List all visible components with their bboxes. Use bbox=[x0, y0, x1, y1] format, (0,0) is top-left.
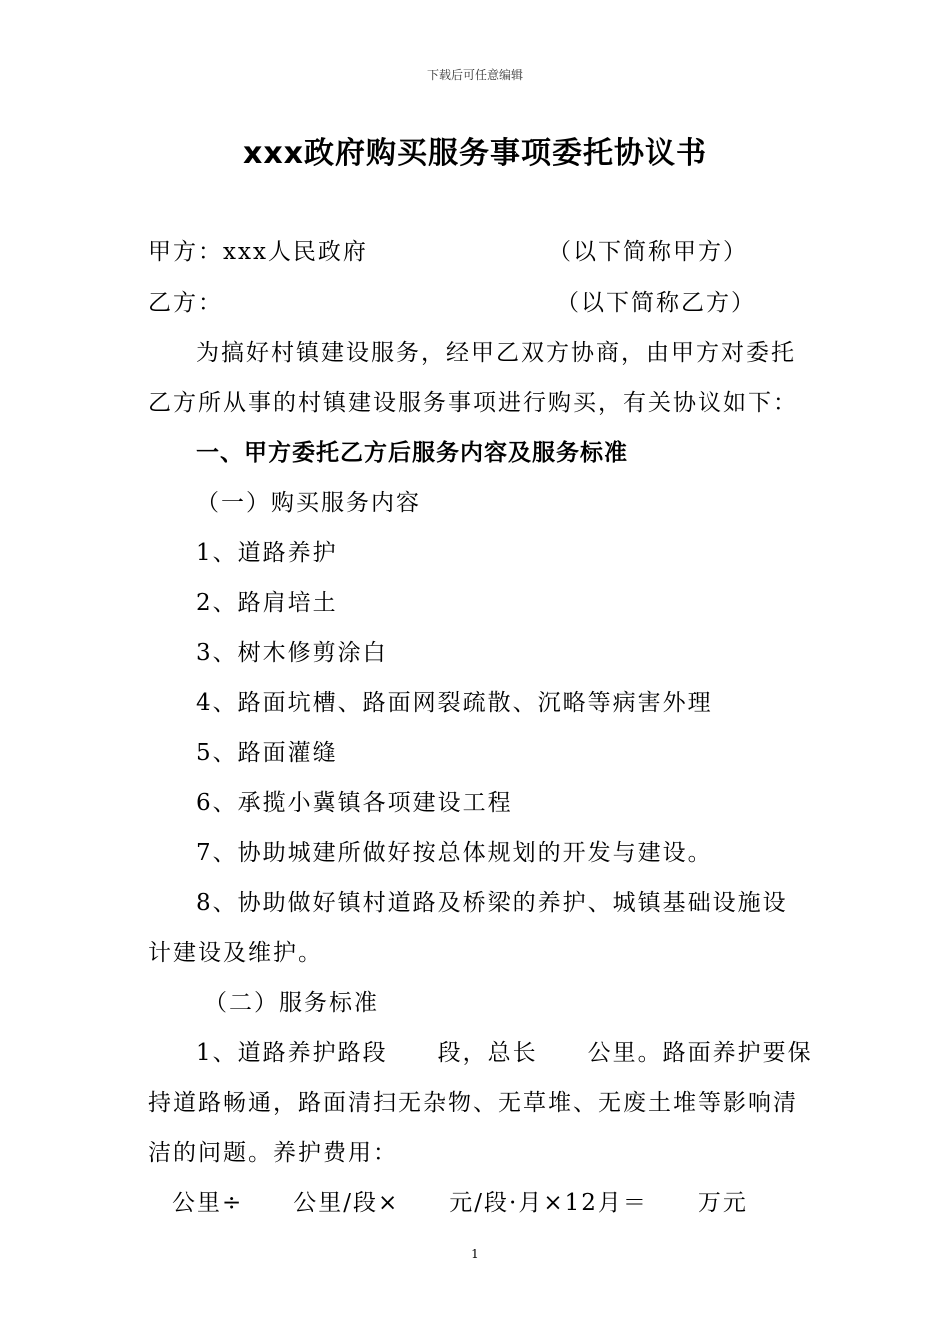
section-1-heading: 一、甲方委托乙方后服务内容及服务标准 bbox=[196, 440, 628, 466]
party-a-label: 甲方：xxx人民政府 bbox=[148, 239, 368, 265]
standard-1-line-1: 1、道路养护路段 段，总长 公里。路面养护要保 bbox=[196, 1040, 813, 1066]
document-title: xxx政府购买服务事项委托协议书 bbox=[242, 136, 708, 171]
party-b-note: （以下简称乙方） bbox=[556, 290, 756, 316]
party-b-label: 乙方： bbox=[148, 290, 223, 316]
list-item: 6、承揽小冀镇各项建设工程 bbox=[196, 790, 513, 816]
intro-line-2: 乙方所从事的村镇建设服务事项进行购买，有关协议如下： bbox=[148, 390, 798, 416]
list-item: 3、树木修剪涂白 bbox=[196, 640, 388, 666]
list-item: 7、协助城建所做好按总体规划的开发与建设。 bbox=[196, 840, 713, 866]
header-note: 下载后可任意编辑 bbox=[426, 68, 523, 82]
list-item-8-line-2: 计建设及维护。 bbox=[148, 940, 323, 966]
list-item: 1、道路养护 bbox=[196, 540, 338, 566]
sub-heading-2: （二）服务标准 bbox=[204, 990, 379, 1016]
list-item: 2、路肩培土 bbox=[196, 590, 338, 616]
list-item: 4、路面坑槽、路面网裂疏散、沉略等病害外理 bbox=[196, 690, 713, 716]
page-number: 1 bbox=[471, 1247, 479, 1261]
standard-1-line-2: 持道路畅通，路面清扫无杂物、无草堆、无废土堆等影响清 bbox=[148, 1090, 798, 1116]
sub-heading-1: （一）购买服务内容 bbox=[196, 490, 421, 516]
party-a-note: （以下简称甲方） bbox=[548, 239, 748, 265]
list-item: 5、路面灌缝 bbox=[196, 740, 338, 766]
intro-line-1: 为搞好村镇建设服务，经甲乙双方协商，由甲方对委托 bbox=[196, 340, 796, 366]
cost-formula: 公里÷ 公里/段× 元/段·月×12月＝ 万元 bbox=[172, 1190, 748, 1216]
list-item-8-line-1: 8、协助做好镇村道路及桥梁的养护、城镇基础设施设 bbox=[196, 890, 788, 916]
standard-1-line-3: 洁的问题。养护费用： bbox=[148, 1140, 398, 1166]
